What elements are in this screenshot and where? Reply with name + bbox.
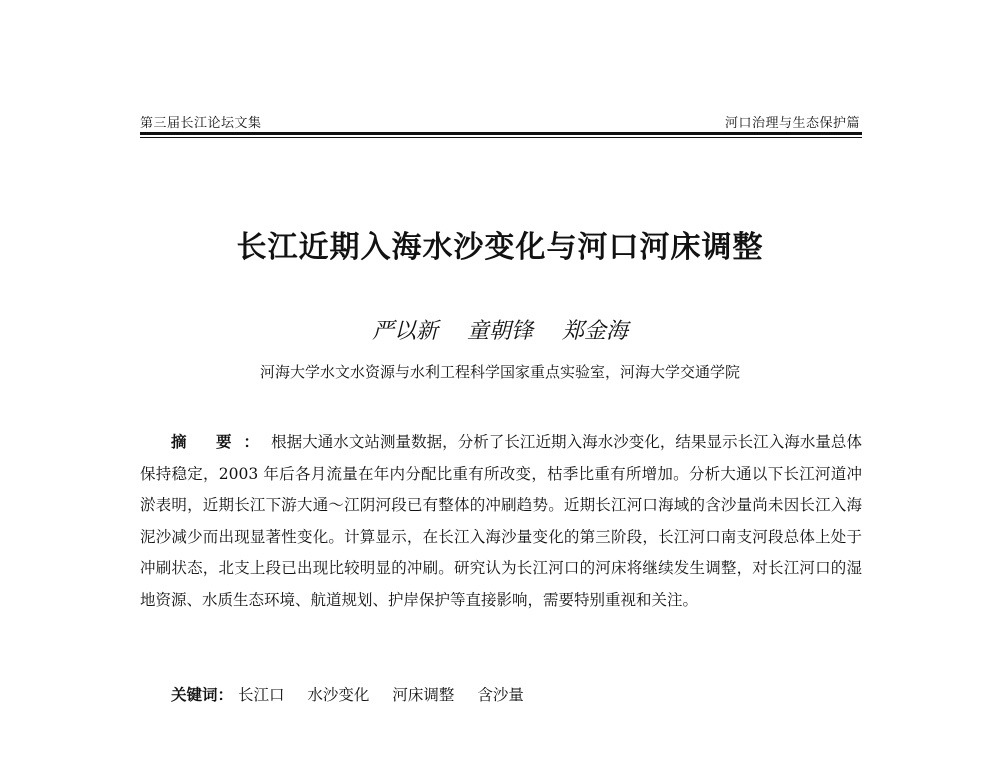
header-rule-thin [140,137,862,138]
abstract-label: 摘 要： [171,432,272,451]
running-header [140,112,860,134]
keyword-item: 长江口 [237,686,285,704]
running-header-left: 第三届长江论坛文集 [140,116,262,131]
paper-title: 长江近期入海水沙变化与河口河床调整 [236,230,764,265]
running-header-right: 河口治理与生态保护篇 [724,116,860,131]
keyword-item: 河床调整 [392,686,455,704]
affiliation: 河海大学水文水资源与水利工程科学国家重点实验室，河海大学交通学院 [259,363,740,381]
abstract-text: 根据大通水文站测量数据，分析了长江近期入海水沙变化，结果显示长江入海水量总体保持稳定，2003 年后各月流量在年内分配比重有所改变，枯季比重有所增加。分析大通以下长江河道冲淤表明，近期长江下游大通～江阴河段已有整体的冲刷趋势。近期长江河口海域的含沙量尚未因长江入海泥沙减少而出现显著性变化。计算显示，在长江入海沙量变化的第三阶段，长江河口南支河段总体上处于冲刷状态，北支上段已出现比较明显的冲刷。研究认为长江河口的河床将继续发生调整，对长江河口的湿地资源、水质生态环境、航道规划、护岸保护等直接影响，需要特别重视和关注。 [140,433,862,609]
keyword-item: 含沙量 [477,686,524,704]
header-rule-thick [140,132,862,135]
keyword-item: 水沙变化 [307,686,370,704]
abstract [140,426,862,616]
keywords [171,683,542,705]
author-list: 严以新 童朝锋 郑金海 [372,319,628,344]
keywords-label: 关键词： [171,685,234,704]
